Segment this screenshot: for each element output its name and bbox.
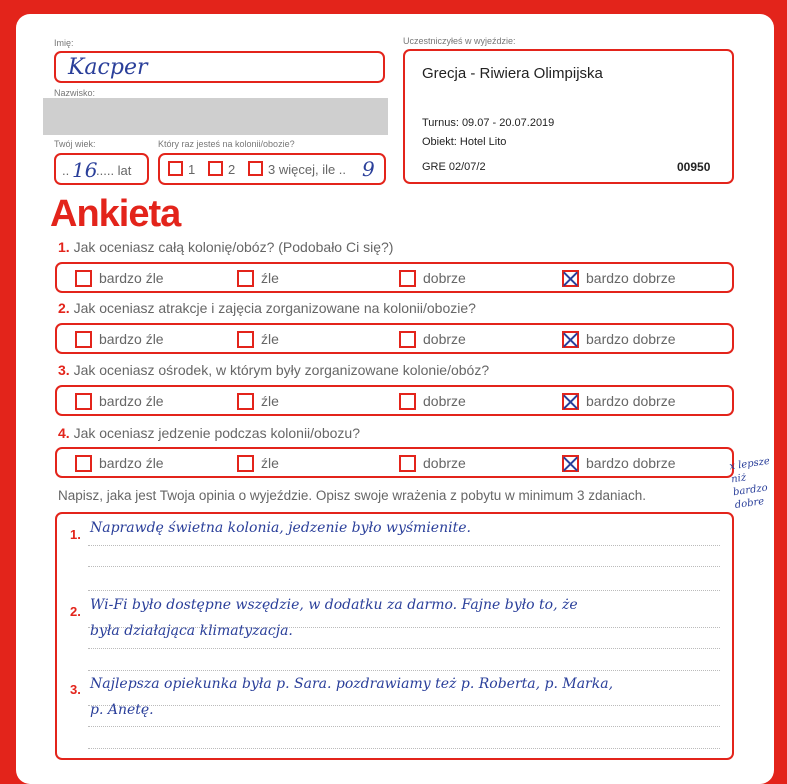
rating-option[interactable] [562, 330, 676, 348]
writing-line [88, 590, 720, 591]
surname-label: Nazwisko: [54, 88, 96, 98]
answer-2-line: była działająca klimatyzacja. [90, 623, 293, 639]
checkbox[interactable] [399, 270, 416, 287]
trip-turnus: Turnus: 09.07 - 20.07.2019 [422, 117, 555, 129]
checkbox[interactable] [75, 270, 92, 287]
rating-option[interactable] [399, 454, 466, 472]
question-4-options [55, 447, 734, 478]
surname-redaction [43, 98, 388, 135]
visit-checkbox-1[interactable] [168, 161, 183, 176]
rating-option[interactable] [237, 330, 279, 348]
question-4 [58, 425, 360, 441]
rating-option[interactable] [562, 392, 676, 410]
trip-label: Uczestniczyłeś w wyjeździe: [403, 36, 516, 46]
survey-title: Ankieta [50, 193, 181, 235]
rating-option-label: źle [261, 331, 279, 347]
rating-option-label: bardzo źle [99, 331, 164, 347]
question-2 [58, 300, 476, 316]
name-field[interactable] [54, 51, 385, 83]
checkbox[interactable] [237, 331, 254, 348]
rating-option-label: źle [261, 393, 279, 409]
checkbox[interactable] [75, 455, 92, 472]
visit-label: Który raz jesteś na kolonii/obozie? [158, 139, 295, 149]
rating-option-label: dobrze [423, 270, 466, 286]
rating-option[interactable] [562, 454, 676, 472]
rating-option-label: bardzo źle [99, 393, 164, 409]
rating-option[interactable] [399, 330, 466, 348]
age-label: Twój wiek: [54, 139, 96, 149]
rating-option-label: bardzo źle [99, 455, 164, 471]
answer-3-line: p. Anetę. [90, 702, 154, 718]
rating-option-label: źle [261, 270, 279, 286]
visit-option-1: 1 [188, 162, 196, 177]
rating-option-label: bardzo źle [99, 270, 164, 286]
checked-checkbox[interactable] [562, 393, 579, 410]
answer-1-line: Naprawdę świetna kolonia, jedzenie było wyśmienite. [90, 520, 471, 536]
trip-title: Grecja - Riwiera Olimpijska [422, 65, 603, 82]
name-label: Imię: [54, 38, 74, 48]
answer-2-line: Wi-Fi było dostępne wszędzie, w dodatku za darmo. Fajne było to, że [90, 597, 578, 613]
trip-code: GRE 02/07/2 [422, 161, 486, 173]
rating-option[interactable] [75, 330, 164, 348]
rating-option-label: dobrze [423, 455, 466, 471]
question-number: 1. [58, 239, 70, 255]
visit-option-3: 3 więcej, ile .. [268, 162, 347, 177]
checked-checkbox[interactable] [562, 331, 579, 348]
rating-option-label: bardzo dobrze [586, 455, 676, 471]
answer-number: 2. [70, 604, 81, 619]
question-number: 2. [58, 300, 70, 316]
question-text: Jak oceniasz ośrodek, w którym były zorganizowane kolonie/obóz? [73, 362, 490, 378]
writing-line [88, 726, 720, 727]
writing-line [88, 545, 720, 546]
trip-number: 00950 [677, 160, 711, 174]
writing-line [88, 670, 720, 671]
checked-checkbox[interactable] [562, 270, 579, 287]
question-text: Jak oceniasz jedzenie podczas kolonii/obozu? [73, 425, 360, 441]
visit-value: 9 [362, 157, 375, 181]
rating-option[interactable] [399, 392, 466, 410]
rating-option[interactable] [399, 269, 466, 287]
side-note: x lepsze niż bardzo dobre [728, 455, 771, 512]
rating-option[interactable] [75, 454, 164, 472]
checkbox[interactable] [237, 455, 254, 472]
age-field[interactable] [54, 153, 149, 185]
checked-checkbox[interactable] [562, 455, 579, 472]
rating-option[interactable] [75, 269, 164, 287]
checkbox[interactable] [399, 455, 416, 472]
rating-option-label: bardzo dobrze [586, 270, 676, 286]
age-prefix: .. [62, 163, 70, 178]
visit-checkbox-3[interactable] [248, 161, 263, 176]
name-value: Kacper [68, 55, 148, 80]
answer-3-line: Najlepsza opiekunka była p. Sara. pozdrawiamy też p. Roberta, p. Marka, [90, 676, 614, 692]
opinion-instruction: Napisz, jaka jest Twoja opinia o wyjeździe. Opisz swoje wrażenia z pobytu w minimum 3 zdaniach. [58, 488, 647, 503]
visit-checkbox-2[interactable] [208, 161, 223, 176]
rating-option[interactable] [237, 454, 279, 472]
rating-option[interactable] [562, 269, 676, 287]
writing-line [88, 566, 720, 567]
rating-option-label: bardzo dobrze [586, 393, 676, 409]
answer-number: 1. [70, 527, 81, 542]
writing-line [88, 748, 720, 749]
question-text: Jak oceniasz atrakcje i zajęcia zorganizowane na kolonii/obozie? [73, 300, 476, 316]
visit-field [158, 153, 386, 185]
rating-option-label: dobrze [423, 331, 466, 347]
question-number: 4. [58, 425, 70, 441]
checkbox[interactable] [399, 331, 416, 348]
checkbox[interactable] [75, 331, 92, 348]
question-3-options [55, 385, 734, 416]
checkbox[interactable] [237, 393, 254, 410]
checkbox[interactable] [399, 393, 416, 410]
rating-option[interactable] [75, 392, 164, 410]
answer-number: 3. [70, 682, 81, 697]
question-1 [58, 239, 393, 255]
writing-line [88, 648, 720, 649]
age-suffix: ..... lat [96, 163, 132, 178]
checkbox[interactable] [75, 393, 92, 410]
question-text: Jak oceniasz całą kolonię/obóz? (Podobało Ci się?) [73, 239, 394, 255]
trip-obiekt: Obiekt: Hotel Lito [422, 136, 507, 148]
rating-option[interactable] [237, 269, 279, 287]
writing-line [88, 705, 720, 706]
rating-option-label: źle [261, 455, 279, 471]
question-1-options [55, 262, 734, 293]
age-value: 16 [72, 158, 98, 182]
checkbox[interactable] [237, 270, 254, 287]
rating-option-label: dobrze [423, 393, 466, 409]
rating-option[interactable] [237, 392, 279, 410]
rating-option-label: bardzo dobrze [586, 331, 676, 347]
question-3 [58, 362, 489, 378]
visit-option-2: 2 [228, 162, 236, 177]
question-number: 3. [58, 362, 70, 378]
question-2-options [55, 323, 734, 354]
